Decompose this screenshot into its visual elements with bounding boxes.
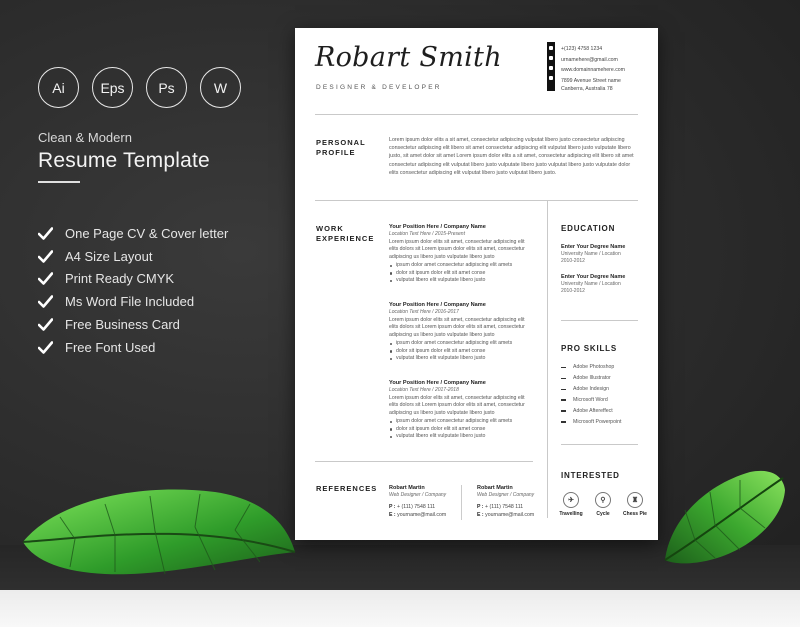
checkmark-icon [38, 295, 53, 308]
profile-text: Lorem ipsum dolor elits a sit amet, consectetur adipiscing vulputat libero justo consectetur adipiscing consectetur adipiscing elit libero sit amet consectetur adipiscing elit vulputat libero justo vulputate libero justo, sit amet dolor sit amet Lorem ipsum dolor elits a sit amet, consectetur adipiscing elit libero sit amet consectetur adipiscing elit vulputat libero justo vulputate libero justo vulputat libero justo vulputate dolor elits consectetur adipiscing elit vulputat libero justo vulputat libero justo. [389, 137, 634, 176]
interests-row [559, 492, 647, 517]
divider [561, 444, 638, 445]
reference-email [389, 511, 464, 519]
software-badges [38, 67, 241, 108]
job-location: Location Text Here / 2015-Present [389, 231, 465, 237]
skill-item [561, 406, 621, 417]
job-bullets [389, 262, 534, 285]
interests-title: INTERESTED [561, 471, 620, 480]
checkmark-icon [38, 318, 53, 331]
feature-label: Free Business Card [65, 317, 180, 333]
bullet-item: vulputat libero elit vulputate libero justo [389, 277, 534, 285]
interest-label: Cycle [596, 511, 610, 517]
job-location: Location Text Here / 2017-2018 [389, 387, 459, 393]
dash-icon [561, 389, 566, 390]
bicycle-icon: ⚲ [595, 492, 611, 508]
feature-label: One Page CV & Cover letter [65, 225, 229, 241]
skill-item [561, 395, 621, 406]
contact-phone: +(123) 4758 1234 [561, 46, 603, 52]
contact-email: urnamehere@gmail.com [561, 56, 618, 63]
job-title: Your Position Here / Company Name [389, 380, 486, 386]
job-description: Lorem ipsum dolor elits sit amet, consectetur adipiscing elit elits dolors sit Lorem ipsum dolor elits sit amet, consectetur adipiscing us libero justo vulputate libero justo [389, 238, 525, 261]
checkmark-icon [38, 272, 53, 285]
job-title: Your Position Here / Company Name [389, 224, 486, 230]
references-title: REFERENCES [316, 484, 378, 493]
phone-label: P : [477, 503, 484, 510]
skills-list [561, 362, 621, 427]
reference-phone [389, 503, 464, 511]
contact-address-line1: 7899 Avenue Street name [561, 77, 621, 84]
contact-block [561, 44, 625, 93]
divider [461, 485, 462, 520]
phone-label: P : [389, 503, 396, 510]
resume-name: Robart Smith [315, 42, 502, 73]
reference-email [477, 511, 552, 519]
location-icon [549, 76, 553, 80]
experience-title [316, 224, 374, 244]
job-entry [389, 301, 534, 363]
leaf-right-illustration [655, 460, 790, 570]
interest-label: Travelling [559, 511, 583, 517]
divider [315, 200, 638, 201]
reference-role: Web Designer / Company [477, 492, 535, 498]
feature-item [38, 222, 228, 245]
checkmark-icon [38, 227, 53, 240]
photoshop-badge: Ps [146, 67, 187, 108]
feature-label: Free Font Used [65, 339, 156, 355]
globe-icon [549, 66, 553, 70]
feature-label: Ms Word File Included [65, 294, 195, 310]
job-bullets [389, 418, 534, 441]
promo-title: Resume Template [38, 149, 210, 172]
skill-label: Adobe Illustrator [573, 375, 611, 382]
contact-address-line2: Canberra, Australia 78 [561, 86, 613, 92]
feature-label: Print Ready CMYK [65, 271, 175, 287]
feature-item [38, 336, 228, 359]
dash-icon [561, 410, 566, 411]
skill-label: Microsoft Word [573, 397, 608, 404]
floor [0, 590, 800, 627]
email-label: E : [389, 511, 396, 518]
email-value: yourname@mail.com [397, 511, 447, 518]
profile-title-line1: PERSONAL [316, 138, 366, 147]
checkmark-icon [38, 341, 53, 354]
bullet-item: ipsum dolor amet consectetur adipiscing elit amets [389, 418, 534, 426]
bullet-item: ipsum dolor amet consectetur adipiscing elit amets [389, 340, 534, 348]
skill-item [561, 416, 621, 427]
skill-label: Adobe Indesign [573, 386, 610, 393]
checkmark-icon [38, 250, 53, 263]
feature-item [38, 290, 228, 313]
dash-icon [561, 378, 566, 379]
feature-label: A4 Size Layout [65, 248, 153, 264]
skill-label: Adobe Photoshop [573, 364, 615, 371]
reference-name: Robart Martin [389, 485, 425, 491]
bullet-item: dolor sit ipsum dolor elit sit amet conse [389, 270, 534, 278]
degree-years: 2010-2012 [561, 288, 585, 294]
reference-phone [477, 503, 552, 511]
experience-title-line2: EXPERIENCE [316, 234, 375, 243]
divider [315, 114, 638, 115]
degree-name: Enter Your Degree Name [561, 244, 626, 250]
interest-label: Chess Pie [623, 511, 647, 517]
chess-icon: ♜ [627, 492, 643, 508]
interest-item [591, 492, 615, 517]
dash-icon [561, 367, 566, 368]
degree-school: University Name / Location [561, 281, 621, 287]
phone-value: + (111) 7548 111 [397, 503, 436, 510]
job-description: Lorem ipsum dolor elits sit amet, consectetur adipiscing elit elits dolors sit Lorem ipsum dolor elits sit amet, consectetur adipiscing us libero justo vulputate libero justo [389, 316, 525, 339]
reference-entry [389, 484, 464, 519]
promo-subtitle: Clean & Modern [38, 130, 132, 145]
interest-item [623, 492, 647, 517]
education-title: EDUCATION [561, 224, 616, 233]
dash-icon [561, 421, 566, 422]
skill-item [561, 362, 621, 373]
degree-years: 2010-2012 [561, 258, 585, 264]
mail-icon [549, 56, 553, 60]
degree-school: University Name / Location [561, 251, 621, 257]
interest-item [559, 492, 583, 517]
job-entry [389, 379, 534, 441]
eps-badge: Eps [92, 67, 133, 108]
profile-title-line2: PROFILE [316, 148, 356, 157]
word-badge: W [200, 67, 241, 108]
divider [315, 461, 533, 462]
feature-list [38, 222, 228, 359]
skill-item [561, 373, 621, 384]
resume-sheet [295, 28, 658, 540]
bullet-item: vulputat libero elit vulputate libero justo [389, 355, 534, 363]
skill-label: Microsoft Powerpoint [573, 418, 622, 425]
degree-entry [561, 273, 651, 295]
column-divider [547, 201, 548, 518]
skill-label: Adobe Aftereffect [573, 408, 613, 414]
leaf-left-illustration [15, 482, 300, 587]
reference-entry [477, 484, 552, 519]
plane-icon: ✈ [563, 492, 579, 508]
phone-icon [549, 46, 553, 50]
degree-entry [561, 243, 651, 265]
reference-role: Web Designer / Company [389, 492, 447, 498]
reference-name: Robart Martin [477, 485, 513, 491]
feature-item [38, 313, 228, 336]
bullet-item: vulputat libero elit vulputate libero justo [389, 433, 534, 441]
bullet-item: dolor sit ipsum dolor elit sit amet conse [389, 348, 534, 356]
contact-web: www.domainnamehere.com [561, 67, 626, 73]
illustrator-badge: Ai [38, 67, 79, 108]
contact-icon-bar [547, 42, 555, 91]
resume-role: DESIGNER & DEVELOPER [316, 84, 442, 91]
degree-name: Enter Your Degree Name [561, 274, 626, 280]
skill-item [561, 384, 621, 395]
dash-icon [561, 399, 566, 400]
feature-item [38, 245, 228, 268]
job-description: Lorem ipsum dolor elits sit amet, consectetur adipiscing elit elits dolors sit Lorem ipsum dolor elits sit amet, consectetur adipiscing us libero justo vulputate libero justo [389, 394, 525, 417]
job-bullets [389, 340, 534, 363]
divider [561, 320, 638, 321]
divider [38, 181, 80, 183]
profile-title [316, 138, 366, 158]
bullet-item: dolor sit ipsum dolor elit sit amet conse [389, 426, 534, 434]
job-title: Your Position Here / Company Name [389, 302, 486, 308]
phone-value: + (111) 7548 111 [485, 503, 524, 510]
job-entry [389, 223, 534, 285]
email-label: E : [477, 511, 484, 518]
skills-title: PRO SKILLS [561, 344, 618, 353]
email-value: yourname@mail.com [485, 511, 535, 518]
feature-item [38, 268, 228, 291]
bullet-item: ipsum dolor amet consectetur adipiscing elit amets [389, 262, 534, 270]
experience-title-line1: WORK [316, 224, 344, 233]
job-location: Location Text Here / 2016-2017 [389, 309, 459, 315]
